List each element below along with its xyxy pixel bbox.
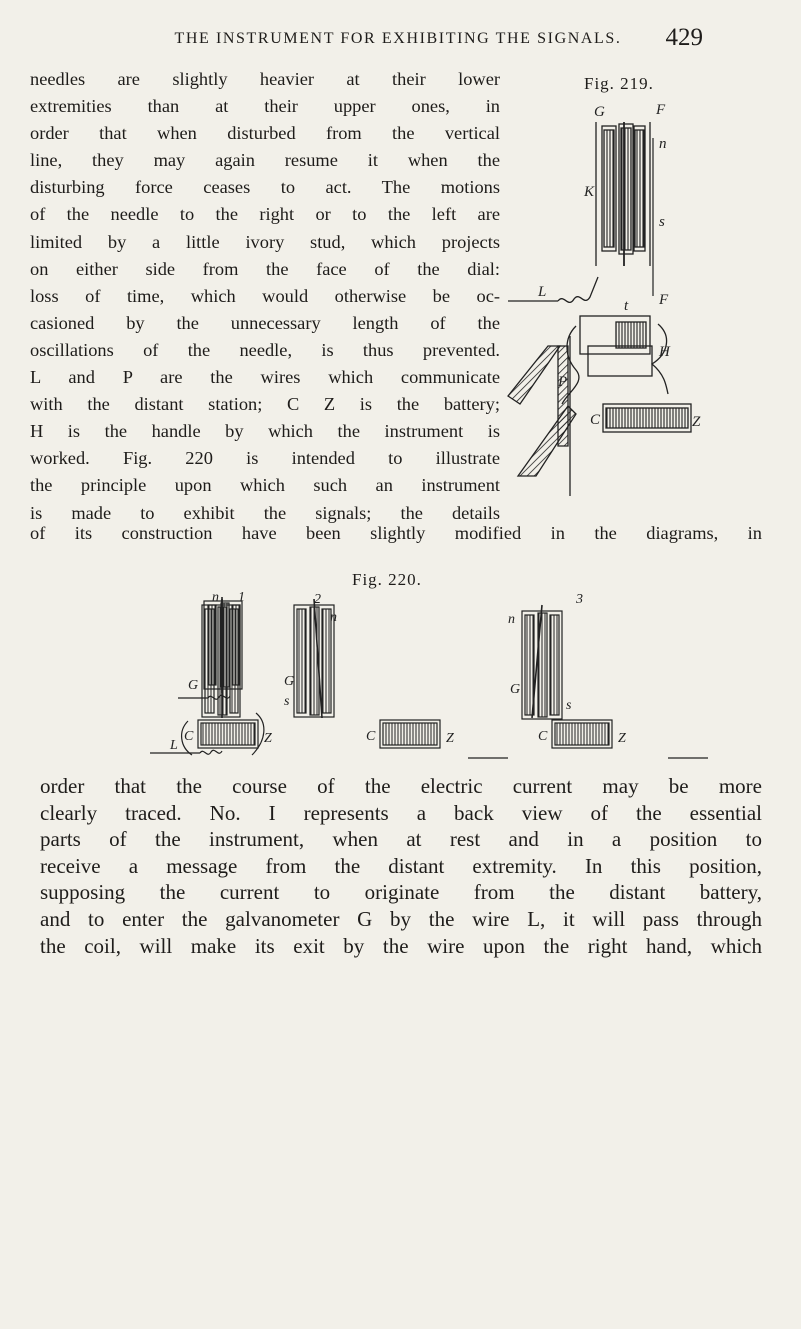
fig219-label-c: C — [590, 412, 601, 428]
text-line: L and P are the wires which communicate — [30, 367, 500, 388]
text-line: receive a message from the distant extremity. In this position, — [40, 853, 762, 878]
text-line: disturbing force ceases to act. The motions — [30, 177, 500, 198]
panel3-label-s: s — [566, 698, 572, 713]
text-line-full-width: of its construction have been slightly modified in the diagrams, in — [30, 523, 762, 543]
panel2-label-c: C — [366, 729, 376, 744]
panel1-label-z: Z — [264, 731, 272, 746]
panel3-number: 3 — [576, 592, 583, 607]
fig219-label-n: n — [659, 136, 667, 152]
panel2-label-n: n — [330, 610, 337, 625]
running-head: THE INSTRUMENT FOR EXHIBITING THE SIGNALS. — [174, 30, 622, 47]
fig219-label-k: K — [584, 184, 595, 200]
fig219-label-p: P — [558, 374, 568, 390]
text-block-2 — [40, 773, 762, 959]
text-line: the coil, will make its exit by the wire upon the right hand, which — [40, 933, 762, 958]
text-line: limited by a little ivory stud, which projects — [30, 231, 500, 252]
text-block-1 — [30, 66, 500, 527]
panel2-label-g: G — [284, 674, 295, 689]
figure-219-diagram — [498, 66, 701, 516]
fig219-label-h: H — [659, 344, 670, 360]
figure-219-caption: Fig. 219. — [584, 74, 654, 93]
text-line: parts of the instrument, when at rest and in a position to — [40, 827, 762, 852]
fig219-label-s: s — [659, 214, 665, 230]
text-line: the principle upon which such an instrument — [30, 475, 500, 496]
text-line: order that when disturbed from the vertical — [30, 123, 500, 144]
panel1-label-n: n — [212, 590, 219, 605]
text-line: loss of time, which would otherwise be oc- — [30, 285, 500, 306]
text-line: worked. Fig. 220 is intended to illustrate — [30, 448, 500, 469]
panel2-label-s: s — [284, 694, 290, 709]
text-line: line, they may again resume it when the — [30, 150, 500, 171]
fig219-label-g: G — [594, 104, 605, 120]
text-line: with the distant station; C Z is the battery; — [30, 394, 500, 415]
text-line: extremities than at their upper ones, in — [30, 96, 500, 117]
text-line: order that the course of the electric current may be more — [40, 774, 762, 798]
text-line: and to enter the galvanometer G by the wire L, it will pass through — [40, 906, 762, 931]
fig219-label-z: Z — [692, 414, 701, 430]
text-line: needles are slightly heavier at their lower — [30, 69, 500, 89]
text-line: of the needle to the right or to the left are — [30, 204, 500, 225]
text-line: on either side from the face of the dial: — [30, 258, 500, 279]
panel2-label-z: Z — [446, 731, 454, 746]
panel3-label-g: G — [510, 682, 521, 697]
panel2-number: 2 — [314, 592, 321, 607]
text-line: H is the handle by which the instrument is — [30, 421, 500, 442]
panel1-label-g: G — [188, 678, 199, 693]
text-line: supposing the current to originate from the distant battery, — [40, 880, 762, 905]
fig219-label-f2: F — [659, 292, 669, 308]
fig219-label-t: t — [624, 298, 629, 314]
panel3-label-n: n — [508, 612, 515, 627]
figure-220-lower-parts — [118, 720, 718, 780]
text-line: is made to exhibit the signals; the details — [30, 502, 500, 523]
text-line: clearly traced. No. I represents a back view of the essential — [40, 800, 762, 825]
figure-220-panels-2-3 — [280, 593, 720, 723]
panel3-label-z: Z — [618, 731, 626, 746]
text-line: casioned by the unnecessary length of the — [30, 312, 500, 333]
fig219-label-l: L — [538, 284, 547, 300]
page-number: 429 — [665, 24, 703, 51]
text-line: oscillations of the needle, is thus prevented. — [30, 339, 500, 360]
figure-220-caption: Fig. 220. — [352, 570, 422, 589]
panel3-label-c: C — [538, 729, 548, 744]
panel1-number: 1 — [238, 590, 245, 605]
panel1-label-l: L — [170, 738, 178, 753]
fig219-label-f: F — [656, 102, 666, 118]
panel1-label-c: C — [184, 729, 194, 744]
